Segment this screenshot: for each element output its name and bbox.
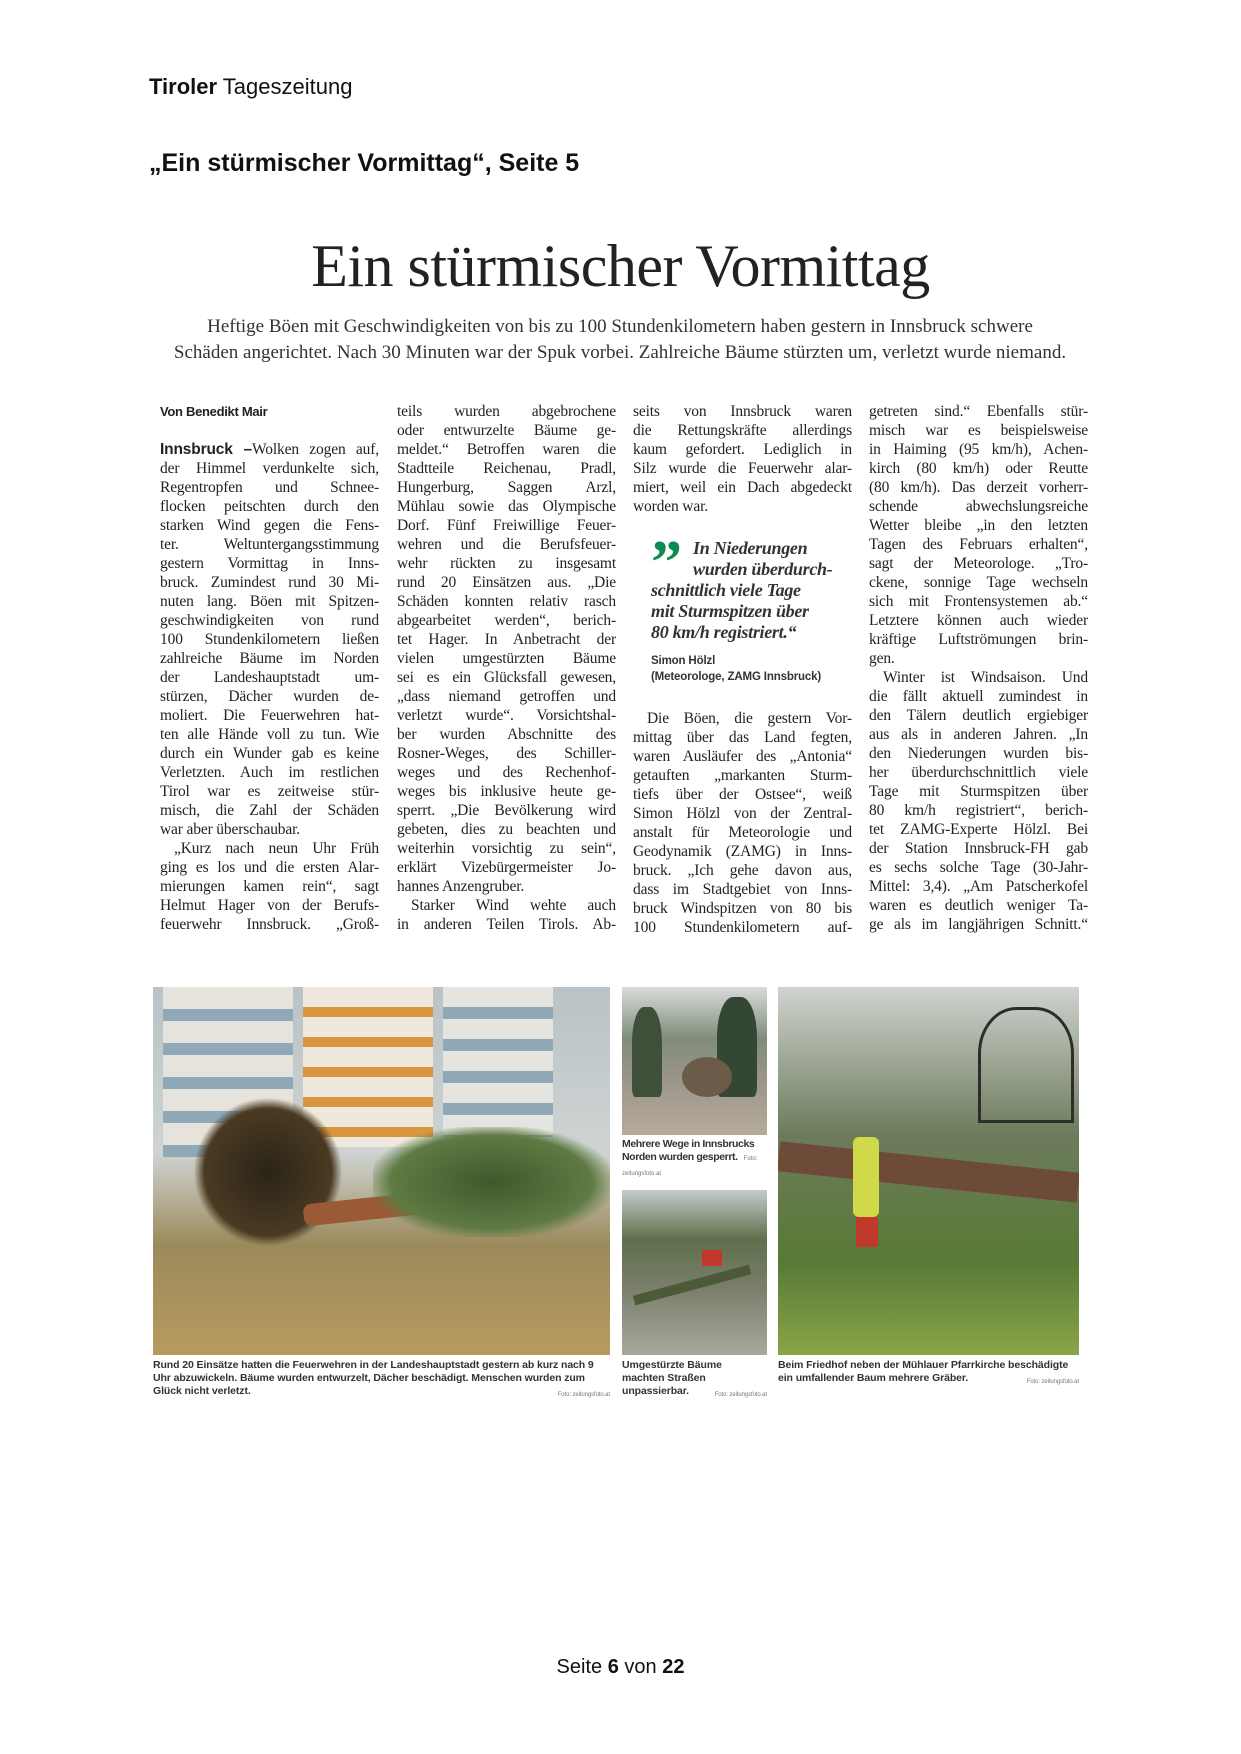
- text-line: geschwindigkeiten von rund: [160, 612, 379, 629]
- text-line: flocken peitschten durch den: [160, 498, 379, 515]
- text-column-3: [633, 402, 852, 937]
- text-line: rund 20 Einsätzen aus. „Die: [397, 574, 616, 591]
- text-line: waren Ausläufer des „Antonia“: [633, 748, 852, 765]
- text-line: der Himmel verdunkelte sich,: [160, 460, 379, 477]
- text-line: weiterhin vorsichtig zu sein“,: [397, 840, 616, 857]
- text-line: sei es ein Glücksfall gewesen,: [397, 669, 616, 686]
- text-line: abgearbeitet werden“, berich-: [397, 612, 616, 629]
- text-line: misch, die Zahl der Schäden: [160, 802, 379, 819]
- text-line: Regentropfen und Schnee-: [160, 479, 379, 496]
- headline: Ein stürmischer Vormittag: [311, 233, 930, 299]
- text-line: ter. Weltuntergangsstimmung: [160, 536, 379, 553]
- text-line: starken Wind gegen die Fens-: [160, 517, 379, 534]
- text-line: Tage mit Sturmspitzen über: [869, 783, 1088, 800]
- photo-cemetery-firefighter: [778, 987, 1079, 1355]
- text-column-2: [397, 402, 616, 934]
- photo-fallen-trees-road: [622, 1190, 767, 1355]
- text-line: weges und des Rechenhof-: [397, 764, 616, 781]
- pull-quote-line: In Niederungen: [693, 538, 808, 558]
- text-line: der Landeshauptstadt um-: [160, 669, 379, 686]
- text-line: ckene, sonnige Tage wechseln: [869, 574, 1088, 591]
- text-line: aus als in anderen Jahren. „In: [869, 726, 1088, 743]
- text-line: waren es deutlich weniger Ta-: [869, 897, 1088, 914]
- text-line: moliert. Die Feuerwehren hat-: [160, 707, 379, 724]
- text-line: gebeten, dies zu beachten und: [397, 821, 616, 838]
- caption-text: Beim Friedhof neben der Mühlauer Pfarrkirche beschädigte ein umfallender Baum mehrere Gräber.: [778, 1359, 1069, 1384]
- page-of: von: [624, 1656, 657, 1678]
- text-line: erklärt Vizebürgermeister Jo-: [397, 859, 616, 876]
- byline: Von Benedikt Mair: [160, 404, 268, 419]
- pull-quote-attribution: [651, 653, 856, 685]
- page-prefix: Seite: [556, 1656, 603, 1678]
- photo-blocked-path: [622, 987, 767, 1135]
- text-line: getauften „markanten Sturm-: [633, 767, 852, 784]
- text-line: Hungerburg, Saggen Arzl,: [397, 479, 616, 496]
- text-line: nuten lang. Böen mit Spitzen-: [160, 593, 379, 610]
- text-line: war aber überschaubar.: [160, 821, 300, 838]
- quote-mark-icon: ”: [651, 529, 682, 597]
- text-line: bruck. Zumindest rund 30 Mi-: [160, 574, 379, 591]
- article-reference: „Ein stürmischer Vormittag“, Seite 5: [149, 149, 580, 177]
- brand-bold: Tiroler: [149, 74, 218, 99]
- photo-caption: [153, 1359, 610, 1402]
- text-line: Die Böen, die gestern Vor-: [647, 710, 852, 727]
- pull-quote-line: 80 km/h registriert.“: [651, 622, 797, 642]
- pull-quote-line: wurden überdurch-: [693, 559, 833, 579]
- text-line: 100 Stundenkilometern auf-: [633, 919, 852, 936]
- text-line: Starker Wind wehte auch: [411, 897, 616, 914]
- photo-credit: Foto: zeitungsfoto.at: [557, 1392, 610, 1398]
- text-line: Mühlau sowie das Olympische: [397, 498, 616, 515]
- photo-caption: [622, 1359, 767, 1402]
- text-column-1: [160, 402, 379, 934]
- text-line: schende abwechslungsreiche: [869, 498, 1088, 515]
- text-line: mittag über das Land fegten,: [633, 729, 852, 746]
- text-line: tiefs über der Ostsee“, weiß: [633, 786, 852, 803]
- text-line: 100 Stundenkilometern ließen: [160, 631, 379, 648]
- text-line: Verletzten. Auch im restlichen: [160, 764, 379, 781]
- text-line: in Haiming (95 km/h), Achen-: [869, 441, 1088, 458]
- text-line: hannes Anzengruber.: [397, 878, 525, 895]
- text-line: vielen umgestürzten Bäume: [397, 650, 616, 667]
- text-line: sagt der Meteorologe. „Tro-: [869, 555, 1088, 572]
- text-line: feuerwehr Innsbruck. „Groß-: [160, 916, 379, 933]
- deck: [150, 314, 1090, 366]
- photo-credit: Foto: zeitungsfoto.at: [622, 1156, 758, 1177]
- text-line: Helmut Hager von der Berufs-: [160, 897, 379, 914]
- text-line: in anderen Teilen Tirols. Ab-: [397, 916, 616, 933]
- text-line: Simon Hölzl von der Zentral-: [633, 805, 852, 822]
- text-line: Wetter bleibe „in den letzten: [869, 517, 1088, 534]
- text-line: Tagen des Februars erhalten“,: [869, 536, 1088, 553]
- text-line: die fällt aktuell zumindest in: [869, 688, 1088, 705]
- text-line: her überdurchschnittlich viele: [869, 764, 1088, 781]
- text-line: weges bis inklusive heute ge-: [397, 783, 616, 800]
- deck-line: Heftige Böen mit Geschwindigkeiten von bis zu 100 Stundenkilometern haben gestern in Innsbruck schwere: [207, 316, 1033, 337]
- photo-credit: Foto: zeitungsfoto.at: [1026, 1379, 1079, 1385]
- photo-credit: Foto: zeitungsfoto.at: [714, 1392, 767, 1398]
- text-line: Stadtteile Reichenau, Pradl,: [397, 460, 616, 477]
- text-line: tet ZAMG-Experte Hölzl. Bei: [869, 821, 1088, 838]
- text-line: ber wurden Abschnitte des: [397, 726, 616, 743]
- caption-text: Rund 20 Einsätze hatten die Feuerwehren in der Landeshauptstadt gestern ab kurz nach 9 Uhr abzuwickeln. Bäume wurden entwurzelt, Dächer beschädigt. Menschen wurden zum Glück nicht verletzt.: [153, 1359, 594, 1397]
- text-line: ging es los und die ersten Alar-: [160, 859, 379, 876]
- pull-quote-line: schnittlich viele Tage: [651, 580, 801, 600]
- text-line: worden war.: [633, 498, 708, 515]
- text-line: ge als im langjährigen Schnitt.“: [869, 916, 1088, 933]
- text-line: durch ein Wunder gab es keine: [160, 745, 379, 762]
- text-line: wehren und die Berufsfeuer-: [397, 536, 616, 553]
- spacer: [633, 685, 852, 709]
- text-line: misch war es beispielsweise: [869, 422, 1088, 439]
- photo-uprooted-tree: [153, 987, 610, 1355]
- text-line: Silz wurde die Feuerwehr alar-: [633, 460, 852, 477]
- text-line: ten alle Hände voll zu tun. Wie: [160, 726, 379, 743]
- text-line: stürzen, Dächer wurden de-: [160, 688, 379, 705]
- text-line: wehr rückten zu insgesamt: [397, 555, 616, 572]
- text-line: kräftige Luftströmungen brin-: [869, 631, 1088, 648]
- text-line: mierungen kamen rein“, sagt: [160, 878, 379, 895]
- publication-name: [149, 74, 352, 100]
- text-line: bruck Windspitzen von 80 bis: [633, 900, 852, 917]
- text-line: bruck. „Ich gehe davon aus,: [633, 862, 852, 879]
- text-line: Tirol war es zeitweise stür-: [160, 783, 379, 800]
- text-line: oder entwurzelte Bäume ge-: [397, 422, 616, 439]
- text-line: miert, weil ein Dach abgedeckt: [633, 479, 852, 496]
- text-line: [160, 440, 379, 459]
- text-line: meldet.“ Betroffen waren die: [397, 441, 616, 458]
- text-line: gen.: [869, 650, 895, 667]
- page-number: [0, 1656, 1241, 1679]
- text-line: teils wurden abgebrochene: [397, 403, 616, 420]
- text-line: 80 km/h registriert“, berich-: [869, 802, 1088, 819]
- text-line: dass im Stadtgebiet von Inns-: [633, 881, 852, 898]
- total-pages: 22: [662, 1656, 685, 1678]
- brand-rest: Tageszeitung: [222, 74, 353, 99]
- text-column-4: [869, 402, 1088, 934]
- text-segment: Wolken zogen auf,: [252, 441, 379, 458]
- text-line: der Station Innsbruck-FH gab: [869, 840, 1088, 857]
- text-line: sperrt. „Die Bevölkerung wird: [397, 802, 616, 819]
- text-line: kirch (80 km/h) oder Reutte: [869, 460, 1088, 477]
- photo-caption: [778, 1359, 1079, 1389]
- text-line: Dorf. Fünf Freiwillige Feuer-: [397, 517, 616, 534]
- caption-text: Mehrere Wege in Innsbrucks Norden wurden gesperrt.: [622, 1138, 755, 1163]
- quote-author: Simon Hölzl: [651, 655, 716, 667]
- text-line: „Kurz nach neun Uhr Früh: [174, 840, 379, 857]
- pull-quote: [651, 529, 856, 685]
- text-line: den Tälern deutlich ergiebiger: [869, 707, 1088, 724]
- text-line: Schäden konnten relativ rasch: [397, 593, 616, 610]
- text-line: anstalt für Meteorologie und: [633, 824, 852, 841]
- text-line: Letztere können auch wieder: [869, 612, 1088, 629]
- text-line: es sechs solche Tage (30-Jahr-: [869, 859, 1088, 876]
- current-page: 6: [607, 1656, 619, 1678]
- text-line: Mittel: 3,4). „Am Patscherkofel: [869, 878, 1088, 895]
- caption-text: Umgestürzte Bäume machten Straßen unpassierbar.: [622, 1359, 722, 1397]
- text-line: „dass niemand getroffen und: [397, 688, 616, 705]
- text-line: gestern Vormittag in Inns-: [160, 555, 379, 572]
- text-line: die Rettungskräfte allerdings: [633, 422, 852, 439]
- text-line: kaum gefordert. Lediglich in: [633, 441, 852, 458]
- text-line: Geodynamik (ZAMG) in Inns-: [633, 843, 852, 860]
- deck-line: Schäden angerichtet. Nach 30 Minuten war der Spuk vorbei. Zahlreiche Bäume stürzten um, verletzt wurde niemand.: [173, 342, 1067, 363]
- text-line: Rosner-Weges, des Schiller-: [397, 745, 616, 762]
- text-line: Winter ist Windsaison. Und: [883, 669, 1088, 686]
- text-line: getreten sind.“ Ebenfalls stür-: [869, 403, 1088, 420]
- text-line: den Niederungen wurden bis-: [869, 745, 1088, 762]
- photo-caption: [622, 1138, 767, 1181]
- text-line: verletzt wurde“. Vorsichtshal-: [397, 707, 616, 724]
- dateline: Innsbruck –: [160, 441, 252, 458]
- quote-author-role: (Meteorologe, ZAMG Innsbruck): [651, 671, 822, 683]
- text-line: zahlreiche Bäume im Norden: [160, 650, 379, 667]
- text-line: seits von Innsbruck waren: [633, 403, 852, 420]
- text-line: (80 km/h). Das derzeit vorherr-: [869, 479, 1088, 496]
- text-line: sich mit Frontensystemen ab.“: [869, 593, 1088, 610]
- pull-quote-line: mit Sturmspitzen über: [651, 601, 809, 621]
- text-line: tet Hager. In Anbetracht der: [397, 631, 616, 648]
